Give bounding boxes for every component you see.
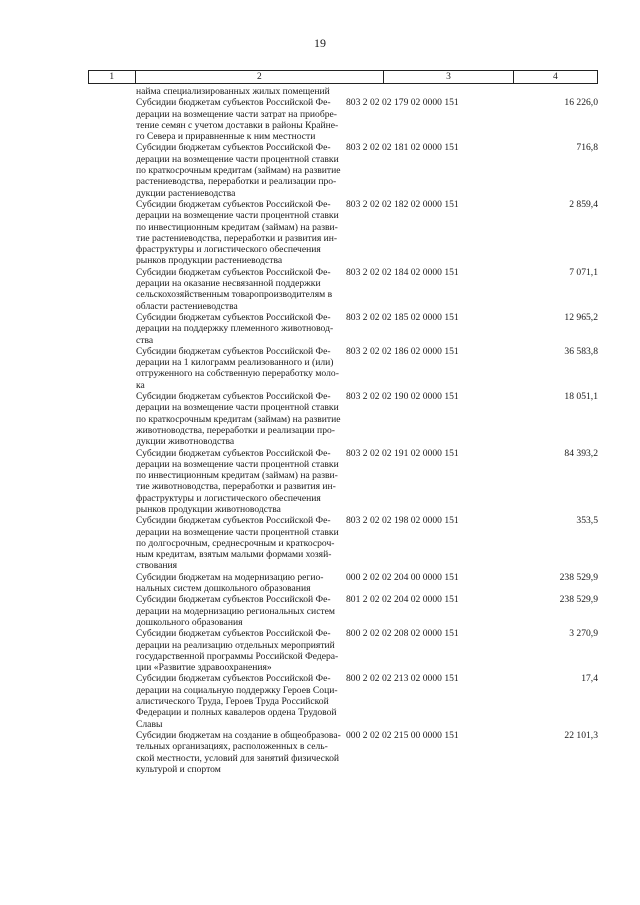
amount: 238 529,9	[559, 571, 598, 583]
description-line: животноводства, переработки и реализации про-	[136, 424, 335, 436]
budget-code: 803 2 02 02 198 02 0000 151	[346, 515, 459, 527]
amount: 17,4	[581, 673, 598, 685]
amount: 3 270,9	[569, 628, 598, 640]
row-description	[88, 199, 338, 267]
description-line: сельскохозяйственным товаропроизводителям в	[136, 289, 333, 301]
budget-code: 803 2 02 02 185 02 0000 151	[346, 311, 459, 323]
budget-code: 803 2 02 02 179 02 0000 151	[346, 97, 459, 109]
description-line: Субсидии бюджетам на модернизацию регио-	[136, 571, 324, 583]
column-header-1: 1	[89, 71, 136, 84]
description-line: тельных организациях, расположенных в сель-	[136, 741, 328, 753]
description-line: тие растениеводства, переработки и развития ин-	[136, 232, 338, 244]
description-line: дерации на реализацию отдельных мероприятий	[136, 639, 335, 651]
description-line: найма специализированных жилых помещений	[136, 86, 330, 97]
row-description	[88, 673, 338, 729]
table-row	[88, 594, 598, 628]
description-line: дерации на модернизацию региональных систем	[136, 605, 335, 617]
description-line: дерации на возмещение части процентной ставки	[136, 402, 339, 414]
description-line: дошкольного образования	[136, 616, 243, 628]
description-line: алистического Труда, Героев Труда Российской	[136, 696, 329, 708]
amount: 84 393,2	[564, 447, 598, 459]
budget-code: 803 2 02 02 184 02 0000 151	[346, 266, 459, 278]
row-description	[88, 312, 338, 346]
description-line: го Севера и приравненные к ним местности	[136, 131, 316, 143]
description-line: дукции животноводства	[136, 436, 235, 448]
description-line: тие животноводства, переработки и развития ин-	[136, 481, 336, 493]
description-line: Субсидии бюджетам на создание в общеобразова-	[136, 729, 341, 741]
table-row	[88, 312, 598, 346]
description-line: Субсидии бюджетам субъектов Российской Фе-	[136, 628, 331, 640]
row-description	[88, 515, 338, 571]
description-line: ствования	[136, 560, 178, 572]
description-line: области растениеводства	[136, 300, 238, 312]
description-line: отгруженного на собственную переработку моло-	[136, 368, 339, 380]
description-line: по инвестиционным кредитам (займам) на разви-	[136, 221, 338, 233]
description-line: Субсидии бюджетам субъектов Российской Фе-	[136, 447, 331, 459]
description-line: ным кредитам, взятым малыми формами хозяй-	[136, 549, 332, 561]
description-line: Субсидии бюджетам субъектов Российской Фе-	[136, 266, 331, 278]
table-row	[88, 572, 598, 595]
amount: 7 071,1	[569, 266, 598, 278]
description-line: по долгосрочным, среднесрочным и краткосроч-	[136, 537, 335, 549]
row-description	[88, 346, 338, 391]
row-description	[88, 628, 338, 673]
row-description	[88, 391, 341, 448]
row-description	[88, 729, 341, 775]
budget-code: 803 2 02 02 181 02 0000 151	[346, 142, 459, 154]
amount: 238 529,9	[559, 594, 598, 606]
description-line: тение семян с учетом доставки в районы Крайне-	[136, 119, 339, 131]
row-description	[88, 572, 338, 595]
table-row	[88, 97, 598, 142]
budget-code: 801 2 02 02 204 02 0000 151	[346, 594, 459, 606]
amount	[514, 86, 598, 97]
description-line: дерации на оказание несвязанной поддержки	[136, 278, 321, 290]
description-line: государственной программы Российской Федера-	[136, 650, 339, 662]
description-line: ка	[136, 379, 145, 391]
description-line: по инвестиционным кредитам (займам) на разви-	[136, 470, 338, 482]
column-header-table	[88, 70, 598, 84]
row-description	[88, 594, 338, 628]
table-row	[88, 673, 598, 729]
description-line: Субсидии бюджетам субъектов Российской Фе-	[136, 142, 331, 154]
amount: 22 101,3	[564, 729, 598, 741]
row-description	[88, 448, 338, 516]
description-line: рынков продукции животноводства	[136, 503, 281, 515]
description-line: по краткосрочным кредитам (займам) на развитие	[136, 165, 341, 177]
amount: 18 051,1	[564, 391, 598, 403]
budget-code: 800 2 02 02 213 02 0000 151	[346, 673, 459, 685]
row-description	[88, 86, 338, 97]
description-line: дукции растениеводства	[136, 187, 236, 199]
description-line: ции «Развитие здравоохранения»	[136, 662, 272, 674]
description-line: Славы	[136, 718, 163, 730]
description-line: Субсидии бюджетам субъектов Российской Фе-	[136, 673, 331, 685]
table-row	[88, 86, 598, 97]
amount: 353,5	[576, 515, 598, 527]
row-description	[88, 97, 338, 142]
table-row	[88, 448, 598, 516]
amount: 36 583,8	[564, 345, 598, 357]
description-line: ства	[136, 334, 154, 346]
budget-code	[338, 86, 514, 97]
row-description	[88, 267, 338, 312]
description-line: культурой и спортом	[136, 763, 221, 775]
budget-code: 803 2 02 02 186 02 0000 151	[346, 345, 459, 357]
table-row	[88, 346, 598, 391]
table-row	[88, 628, 598, 673]
description-line: ской местности, условий для занятий физической	[136, 752, 340, 764]
description-line: дерации на возмещение части процентной ставки	[136, 210, 339, 222]
description-line: дерации на возмещение части процентной ставки	[136, 526, 339, 538]
description-line: Субсидии бюджетам субъектов Российской Фе-	[136, 594, 331, 606]
description-line: фраструктуры и логистического обеспечения	[136, 492, 321, 504]
description-line: дерации на возмещение части процентной ставки	[136, 153, 339, 165]
description-line: Федерации и полных кавалеров ордена Трудовой	[136, 707, 337, 719]
description-line: нальных систем дошкольного образования	[136, 583, 311, 595]
description-line: Субсидии бюджетам субъектов Российской Фе-	[136, 391, 331, 403]
column-header-2: 2	[135, 71, 384, 84]
description-line: растениеводства, переработки и реализации про-	[136, 176, 337, 188]
amount: 16 226,0	[564, 97, 598, 109]
table-row	[88, 391, 598, 447]
budget-rows	[88, 86, 598, 775]
budget-code: 803 2 02 02 191 02 0000 151	[346, 447, 459, 459]
budget-code: 803 2 02 02 190 02 0000 151	[346, 391, 459, 403]
table-row	[88, 730, 598, 775]
description-line: дерации на поддержку племенного животновод-	[136, 323, 334, 335]
description-line: дерации на возмещение части процентной ставки	[136, 458, 339, 470]
budget-code: 800 2 02 02 208 02 0000 151	[346, 628, 459, 640]
description-line: Субсидии бюджетам субъектов Российской Фе-	[136, 97, 331, 109]
column-header-3: 3	[384, 71, 514, 84]
page-number: 19	[314, 36, 326, 50]
table-row	[88, 515, 598, 571]
description-line: по краткосрочным кредитам (займам) на развитие	[136, 413, 341, 425]
amount: 716,8	[576, 142, 598, 154]
row-description	[88, 142, 341, 199]
description-line: Субсидии бюджетам субъектов Российской Фе-	[136, 345, 331, 357]
description-line: Субсидии бюджетам субъектов Российской Фе-	[136, 311, 331, 323]
description-line: Субсидии бюджетам субъектов Российской Фе-	[136, 198, 331, 210]
description-line: Субсидии бюджетам субъектов Российской Фе-	[136, 515, 331, 527]
description-line: дерации на социальную поддержку Героев Соци-	[136, 684, 338, 696]
description-line: дерации на 1 килограмм реализованного и (или)	[136, 357, 334, 369]
table-row	[88, 142, 598, 198]
budget-code: 000 2 02 02 204 00 0000 151	[346, 571, 459, 583]
description-line: дерации на возмещение части затрат на приобре-	[136, 108, 337, 120]
column-header-4: 4	[513, 71, 597, 84]
table-row	[88, 267, 598, 312]
table-row	[88, 199, 598, 267]
description-line: фраструктуры и логистического обеспечения	[136, 244, 321, 256]
description-line: рынков продукции растениеводства	[136, 255, 283, 267]
budget-code: 803 2 02 02 182 02 0000 151	[346, 198, 459, 210]
budget-code: 000 2 02 02 215 00 0000 151	[346, 729, 459, 741]
amount: 12 965,2	[564, 311, 598, 323]
amount: 2 859,4	[569, 198, 598, 210]
